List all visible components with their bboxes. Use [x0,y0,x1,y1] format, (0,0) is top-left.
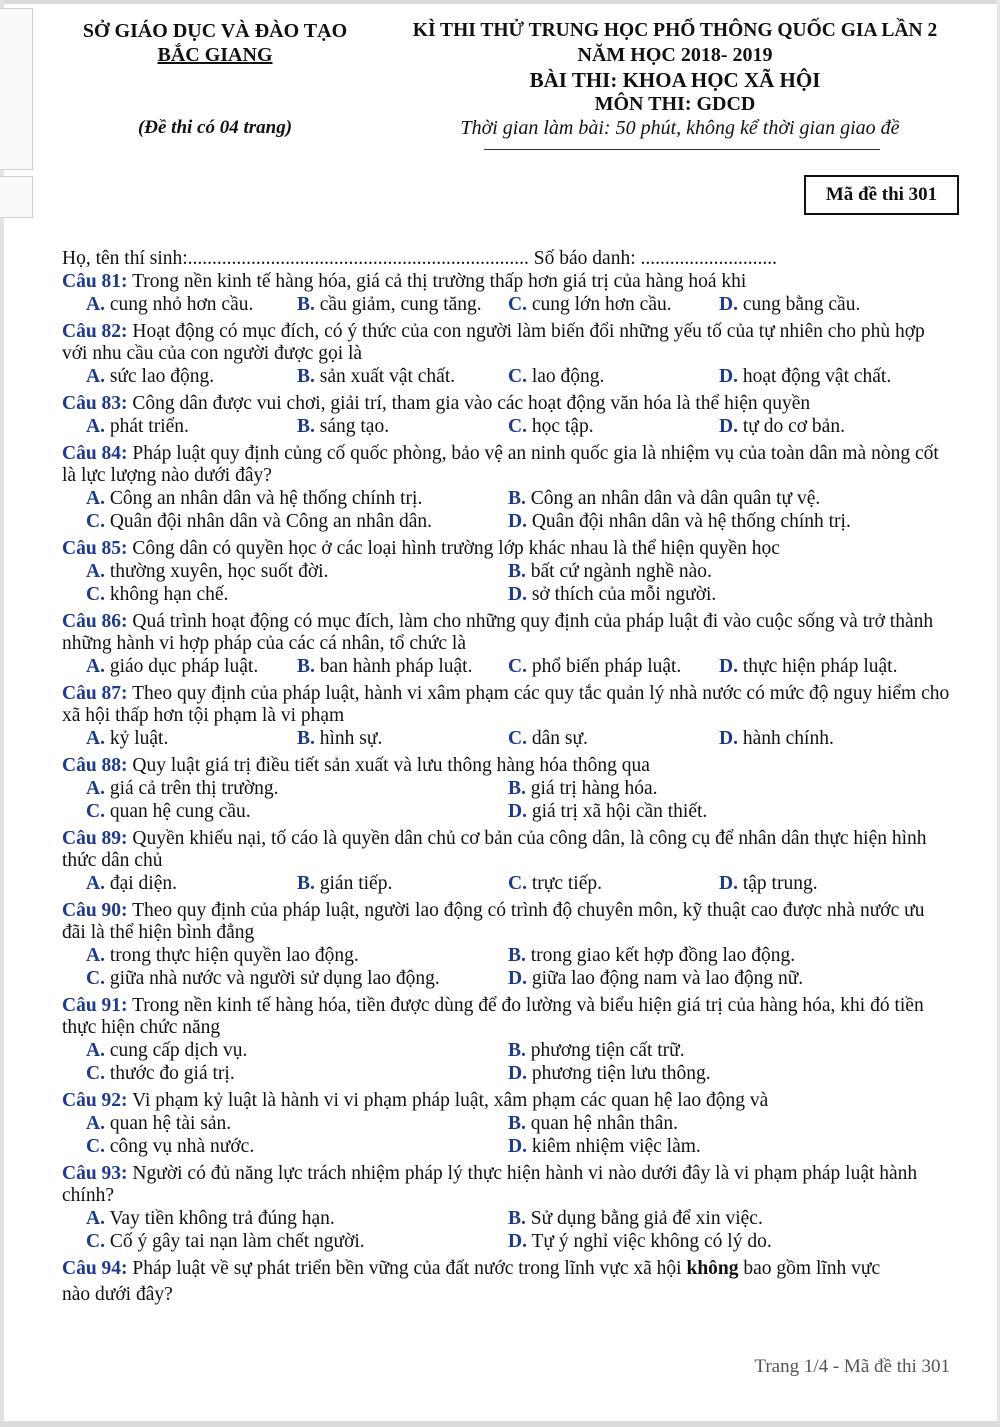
question-text: Vi phạm kỷ luật là hành vi vi phạm pháp luật, xâm phạm các quan hệ lao động và [127,1090,769,1111]
question-number: Câu 91: [62,995,128,1016]
answer-option [86,583,508,606]
question-text: Theo quy định của pháp luật, người lao động có trình độ chuyên môn, kỹ thuật cao được nhà nước ưu đãi là thể hiện bình đẳng [62,900,925,943]
option-text: Cố ý gây tai nạn làm chết người. [104,1231,365,1252]
option-text: cầu giảm, cung tăng. [314,294,482,315]
question [62,1090,952,1158]
option-letter: D. [508,801,527,822]
option-letter: C. [86,1063,105,1084]
question-number: Câu 85: [62,538,128,559]
answer-option [508,487,930,510]
option-letter: C. [86,968,105,989]
option-text: sở thích của mỗi người. [526,584,717,605]
option-text: cung nhỏ hơn cầu. [104,294,254,315]
page-border-top [0,0,1000,4]
answer-option [508,777,930,800]
answer-option [508,1112,930,1135]
answer-option [86,487,508,510]
question [62,321,952,388]
question-number: Câu 88: [62,755,128,776]
option-text: công vụ nhà nước. [104,1136,255,1157]
answer-option [719,727,930,750]
question [62,1163,952,1253]
question-stem [62,1258,952,1280]
option-letter: A. [86,1113,105,1134]
exam-code-box: Mã đề thi 301 [804,175,959,215]
answer-options [62,1039,952,1085]
option-letter: A. [86,294,105,315]
answer-option [86,800,508,823]
option-text: trong giao kết hợp đồng lao động. [525,945,796,966]
answer-option [508,944,930,967]
answer-option [86,1062,508,1085]
option-letter: A. [86,728,105,749]
question-text: Người có đủ năng lực trách nhiệm pháp lý thực hiện hành vi nào dưới đây là vi phạm pháp luật hành chính? [62,1163,918,1206]
answer-options [62,293,952,316]
question-number: Câu 94: [62,1258,128,1279]
left-margin-panel [0,176,33,218]
option-text: giữa lao động nam và lao động nữ. [526,968,804,989]
option-letter: A. [86,656,105,677]
option-letter: B. [297,728,315,749]
question [62,995,952,1085]
option-letter: A. [86,366,105,387]
question [62,900,952,990]
option-text: cung bằng cầu. [737,294,861,315]
option-text: trực tiếp. [526,873,602,894]
option-letter: C. [508,728,527,749]
option-text: sản xuất vật chất. [314,366,456,387]
option-text: lao động. [526,366,605,387]
option-letter: A. [86,945,105,966]
department-name: SỞ GIÁO DỤC VÀ ĐÀO TẠO [82,20,348,42]
question [62,1258,952,1310]
question-text: Công dân được vui chơi, giải trí, tham gia vào các hoạt động văn hóa là thể hiện quyền [127,393,811,414]
answer-option [86,727,297,750]
option-text: thực hiện pháp luật. [737,656,898,677]
option-letter: D. [508,511,527,532]
answer-option [719,655,930,678]
answer-option [508,365,719,388]
answer-option [508,510,930,533]
option-letter: A. [86,1040,105,1061]
option-text: quan hệ cung cầu. [104,801,251,822]
option-text: Quân đội nhân dân và hệ thống chính trị. [526,511,851,532]
question-stem [62,683,952,727]
answer-options [62,655,952,678]
option-letter: C. [508,294,527,315]
answer-option [86,1207,508,1230]
option-text: phương tiện cất trữ. [525,1040,685,1061]
answer-option [86,293,297,316]
test-name: BÀI THI: KHOA HỌC XÃ HỘI [529,68,821,92]
option-letter: B. [297,416,315,437]
question-list [62,271,952,1310]
option-text: không hạn chế. [104,584,229,605]
option-letter: C. [86,801,105,822]
question-stem [62,1090,952,1112]
option-letter: B. [508,488,526,509]
option-text: giá trị hàng hóa. [525,778,658,799]
option-text: sáng tạo. [314,416,390,437]
page-count-note: (Đề thi có 04 trang) [137,117,293,138]
answer-option [86,1135,508,1158]
option-letter: B. [297,366,315,387]
option-text: kiêm nhiệm việc làm. [526,1136,701,1157]
option-letter: A. [86,778,105,799]
option-letter: C. [508,366,527,387]
answer-option [719,872,930,895]
option-letter: B. [297,294,315,315]
option-letter: B. [297,656,315,677]
answer-option [86,967,508,990]
question-stem [62,321,952,365]
question-stem [62,1163,952,1207]
question-number: Câu 86: [62,611,128,632]
question-text: Pháp luật quy định củng cố quốc phòng, bảo vệ an ninh quốc gia là nhiệm vụ của toàn dân mà nòng cốt là lực lượng nào dưới đây? [62,443,939,486]
answer-option [86,777,508,800]
option-text: Vay tiền không trả đúng hạn. [104,1208,335,1229]
option-letter: B. [508,1208,526,1229]
question [62,611,952,678]
option-text: bất cứ ngành nghề nào. [525,561,712,582]
question-number: Câu 82: [62,321,128,342]
option-letter: D. [508,1136,527,1157]
question-text: Trong nền kinh tế hàng hóa, tiền được dùng để đo lường và biểu hiện giá trị của hàng hóa, khi đó tiền thực hiện chức năng [62,995,924,1038]
question [62,828,952,895]
answer-option [508,1039,930,1062]
option-text: thường xuyên, học suốt đời. [104,561,329,582]
question [62,538,952,606]
option-letter: D. [508,1231,527,1252]
answer-options [62,415,952,438]
time-note: Thời gian làm bài: 50 phút, không kể thời gian giao đề [460,117,900,139]
option-text: Công an nhân dân và dân quân tự vệ. [525,488,821,509]
option-text: sức lao động. [104,366,215,387]
question-number: Câu 83: [62,393,128,414]
answer-option [86,1039,508,1062]
answer-option [86,510,508,533]
option-text: quan hệ tài sản. [104,1113,232,1134]
answer-option [297,365,508,388]
option-text: hành chính. [737,728,834,749]
option-letter: A. [86,561,105,582]
option-letter: D. [719,656,738,677]
option-text: tập trung. [737,873,818,894]
option-letter: C. [86,1136,105,1157]
option-letter: C. [86,584,105,605]
option-letter: B. [508,945,526,966]
answer-option [86,415,297,438]
left-margin-panel [0,8,33,170]
question-text: Pháp luật về sự phát triển bền vững của đất nước trong lĩnh vực xã hội [127,1258,687,1279]
option-text: giá cả trên thị trường. [104,778,279,799]
option-letter: A. [86,416,105,437]
option-letter: D. [719,416,738,437]
question [62,443,952,533]
question-stem [62,271,952,293]
question-number: Câu 92: [62,1090,128,1111]
option-text: phổ biến pháp luật. [526,656,682,677]
question-stem [62,995,952,1039]
option-text: thước đo giá trị. [104,1063,235,1084]
option-letter: D. [719,294,738,315]
answer-options [62,365,952,388]
question-text: Quy luật giá trị điều tiết sản xuất và lưu thông hàng hóa thông qua [127,755,650,776]
option-text: hình sự. [314,728,383,749]
option-text: dân sự. [526,728,588,749]
option-text: Tự ý nghỉ việc không có lý do. [526,1231,772,1252]
question-number: Câu 89: [62,828,128,849]
option-letter: B. [508,1040,526,1061]
option-text: trong thực hiện quyền lao động. [104,945,359,966]
question-text: Công dân có quyền học ở các loại hình trường lớp khác nhau là thể hiện quyền học [127,538,780,559]
answer-option [508,1062,930,1085]
option-text: hoạt động vật chất. [737,366,892,387]
answer-option [508,872,719,895]
option-letter: C. [86,1231,105,1252]
answer-option [297,415,508,438]
option-letter: D. [719,873,738,894]
answer-options [62,1207,952,1253]
answer-option [719,293,930,316]
option-text: quan hệ nhân thân. [525,1113,679,1134]
answer-option [86,1230,508,1253]
option-letter: B. [508,778,526,799]
answer-option [719,365,930,388]
answer-option [508,560,930,583]
option-text: ban hành pháp luật. [314,656,473,677]
option-letter: A. [86,488,105,509]
answer-option [86,1112,508,1135]
option-text: kỷ luật. [104,728,169,749]
answer-option [86,365,297,388]
question-stem [62,443,952,487]
question [62,393,952,438]
option-letter: B. [297,873,315,894]
question-text-continued: nào dưới đây? [62,1284,173,1305]
answer-options [62,560,952,606]
answer-option [297,293,508,316]
option-text: Sử dụng bằng giả để xin việc. [525,1208,763,1229]
page-border-bottom [0,1421,1000,1427]
question-stem [62,755,952,777]
option-letter: B. [508,561,526,582]
option-text: giá trị xã hội cần thiết. [526,801,708,822]
option-letter: D. [508,968,527,989]
exam-title: KÌ THI THỬ TRUNG HỌC PHỔ THÔNG QUỐC GIA LẦN 2 [412,20,938,41]
option-text: cung cấp dịch vụ. [104,1040,248,1061]
question-stem [62,900,952,944]
answer-options [62,944,952,990]
option-text: giữa nhà nước và người sử dụng lao động. [104,968,440,989]
option-letter: D. [508,584,527,605]
option-text: cung lớn hơn cầu. [526,294,672,315]
option-text: phát triển. [104,416,189,437]
answer-options [62,727,952,750]
header-divider [484,149,880,150]
question-number: Câu 87: [62,683,128,704]
answer-option [508,727,719,750]
answer-option [86,872,297,895]
option-letter: C. [508,656,527,677]
question-emphasis: không [686,1258,739,1279]
answer-option [297,727,508,750]
question-number: Câu 81: [62,271,128,292]
answer-options [62,872,952,895]
school-year: NĂM HỌC 2018- 2019 [577,44,773,66]
option-text: phương tiện lưu thông. [526,1063,711,1084]
answer-option [297,872,508,895]
answer-option [508,1135,930,1158]
question-text: bao gồm lĩnh vực [738,1258,881,1279]
answer-option [86,944,508,967]
candidate-info-line: Họ, tên thí sinh:...................................................................... Số báo danh: ............................ [62,248,777,269]
option-letter: C. [508,416,527,437]
question-number: Câu 93: [62,1163,128,1184]
option-text: đại diện. [104,873,177,894]
question-text: Quyền khiếu nại, tố cáo là quyền dân chủ cơ bản của công dân, là công cụ để nhân dân thực hiện hình thức dân chủ [62,828,927,871]
question-number: Câu 90: [62,900,128,921]
question [62,755,952,823]
question-text: Hoạt động có mục đích, có ý thức của con người làm biến đổi những yếu tố của tự nhiên cho phù hợp với nhu cầu của con người được gọi là [62,321,925,364]
option-text: tự do cơ bản. [737,416,845,437]
question-stem [62,828,952,872]
option-text: học tập. [526,416,594,437]
option-letter: C. [508,873,527,894]
question-stem [62,538,952,560]
option-text: Công an nhân dân và hệ thống chính trị. [104,488,423,509]
option-letter: D. [719,366,738,387]
answer-option [86,655,297,678]
answer-option [508,583,930,606]
question-text: Trong nền kinh tế hàng hóa, giá cả thị trường thấp hơn giá trị của hàng hoá khi [127,271,747,292]
question-number: Câu 84: [62,443,128,464]
option-text: Quân đội nhân dân và Công an nhân dân. [104,511,433,532]
option-letter: A. [86,873,105,894]
option-text: gián tiếp. [314,873,393,894]
answer-option [86,560,508,583]
option-letter: C. [86,511,105,532]
subject-name: MÔN THI: GDCD [594,93,756,115]
option-letter: B. [508,1113,526,1134]
question-stem [62,393,952,415]
answer-options [62,777,952,823]
answer-option [508,800,930,823]
option-letter: D. [719,728,738,749]
question-text: Theo quy định của pháp luật, hành vi xâm phạm các quy tắc quản lý nhà nước có mức độ nguy hiểm cho xã hội thấp hơn tội phạm là vi phạm [62,683,950,726]
option-text: giáo dục pháp luật. [104,656,259,677]
question [62,683,952,750]
answer-option [508,1207,930,1230]
answer-option [508,415,719,438]
answer-option [508,293,719,316]
department-location: BẮC GIANG [157,44,273,66]
answer-option [719,415,930,438]
question-stem [62,611,952,655]
answer-options [62,487,952,533]
page-footer: Trang 1/4 - Mã đề thi 301 [754,1356,950,1377]
option-letter: A. [86,1208,105,1229]
answer-option [297,655,508,678]
answer-option [508,1230,930,1253]
option-letter: D. [508,1063,527,1084]
question [62,271,952,316]
question-text: Quá trình hoạt động có mục đích, làm cho những quy định của pháp luật đi vào cuộc sống và trở thành những hành vi hợp pháp của các cá nhân, tổ chức là [62,611,934,654]
answer-options [62,1112,952,1158]
answer-option [508,655,719,678]
answer-option [508,967,930,990]
